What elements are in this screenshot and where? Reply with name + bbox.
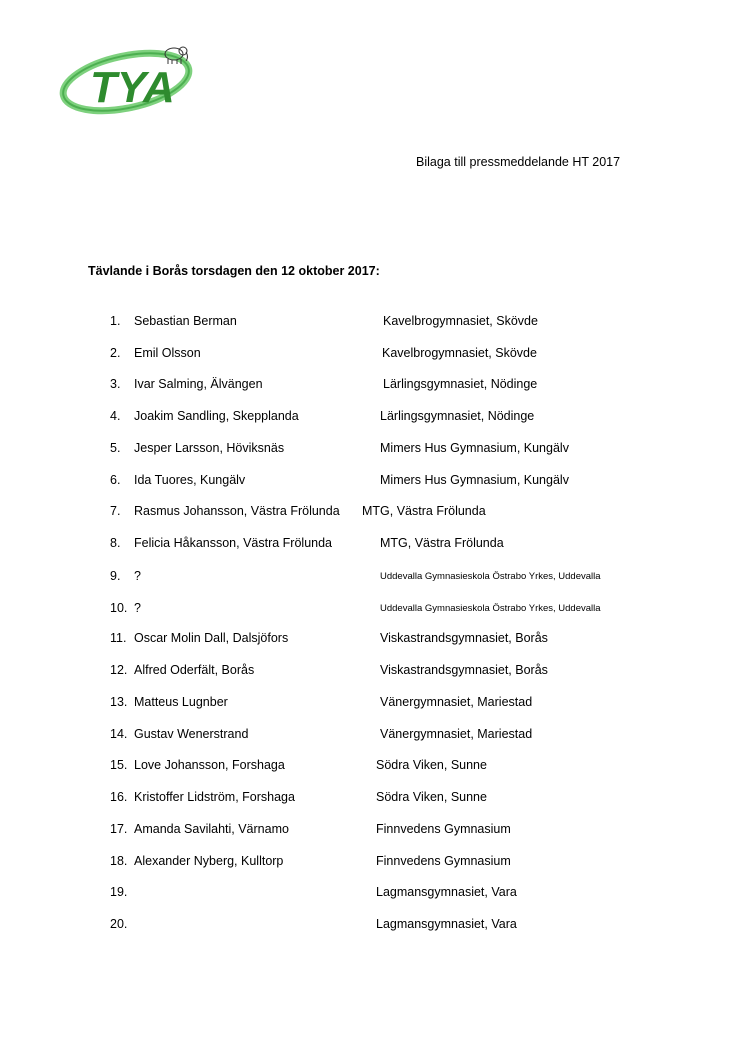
item-number: 7. [110, 504, 121, 518]
participant-school: Lagmansgymnasiet, Vara [376, 885, 517, 899]
item-number: 6. [110, 473, 121, 487]
participant-name: Felicia Håkansson, Västra Frölunda [134, 536, 333, 550]
participant-school: Södra Viken, Sunne [376, 790, 487, 804]
page-heading: Tävlande i Borås torsdagen den 12 oktober 2017: [88, 264, 380, 278]
tya-logo-graphic [56, 40, 201, 120]
participant-name: ? [134, 569, 141, 583]
participant-name: Rasmus Johansson, Västra Frölunda [134, 504, 340, 518]
participant-name: Alexander Nyberg, Kulltorp [134, 854, 284, 868]
list-item [0, 727, 746, 745]
list-item [0, 758, 746, 776]
item-number: 18. [110, 854, 128, 868]
item-number: 10. [110, 601, 128, 615]
item-number: 8. [110, 536, 121, 550]
participant-name: Joakim Sandling, Skepplanda [134, 409, 299, 423]
participant-school: Uddevalla Gymnasieskola Östrabo Yrkes, Uddevalla [380, 603, 601, 614]
list-item [0, 377, 746, 395]
participant-name: Amanda Savilahti, Värnamo [134, 822, 289, 836]
item-number: 1. [110, 314, 121, 328]
participant-school: Kavelbrogymnasiet, Skövde [382, 346, 537, 360]
list-item [0, 473, 746, 491]
item-number: 9. [110, 569, 121, 583]
item-number: 5. [110, 441, 121, 455]
participant-school: Lagmansgymnasiet, Vara [376, 917, 517, 931]
item-number: 12. [110, 663, 128, 677]
participant-school: Vänergymnasiet, Mariestad [380, 695, 533, 709]
participant-name: Emil Olsson [134, 346, 201, 360]
item-number: 13. [110, 695, 128, 709]
participant-name: Alfred Oderfält, Borås [134, 663, 255, 677]
participant-school: Lärlingsgymnasiet, Nödinge [383, 377, 538, 391]
participant-school: Vänergymnasiet, Mariestad [380, 727, 533, 741]
list-item [0, 822, 746, 840]
participant-name: Kristoffer Lidström, Forshaga [134, 790, 295, 804]
participant-school: Mimers Hus Gymnasium, Kungälv [380, 473, 569, 487]
logo-text: TYA [90, 63, 175, 112]
document-subtitle: Bilaga till pressmeddelande HT 2017 [416, 155, 621, 169]
list-item [0, 504, 746, 522]
list-item [0, 569, 746, 587]
participant-name: Sebastian Berman [134, 314, 237, 328]
participant-school: Mimers Hus Gymnasium, Kungälv [380, 441, 569, 455]
participant-school: Uddevalla Gymnasieskola Östrabo Yrkes, Uddevalla [380, 571, 601, 582]
participant-name: Oscar Molin Dall, Dalsjöfors [134, 631, 289, 645]
participant-name: Gustav Wenerstrand [134, 727, 249, 741]
participant-name: Jesper Larsson, Höviksnäs [134, 441, 285, 455]
participant-school: Viskastrandsgymnasiet, Borås [380, 663, 548, 677]
list-item [0, 601, 746, 619]
item-number: 11. [110, 631, 127, 645]
list-item [0, 790, 746, 808]
participant-school: Viskastrandsgymnasiet, Borås [380, 631, 548, 645]
participant-school: Kavelbrogymnasiet, Skövde [383, 314, 538, 328]
participant-name: Ivar Salming, Älvängen [134, 377, 263, 391]
item-number: 3. [110, 377, 121, 391]
list-item [0, 695, 746, 713]
participant-school: MTG, Västra Frölunda [362, 504, 486, 518]
participant-school: Södra Viken, Sunne [376, 758, 487, 772]
list-item [0, 917, 746, 935]
item-number: 19. [110, 885, 128, 899]
list-item [0, 663, 746, 681]
participant-name: Ida Tuores, Kungälv [134, 473, 246, 487]
list-item [0, 346, 746, 364]
participant-school: Finnvedens Gymnasium [376, 854, 511, 868]
item-number: 15. [110, 758, 128, 772]
list-item [0, 441, 746, 459]
participant-school: Finnvedens Gymnasium [376, 822, 511, 836]
list-item [0, 409, 746, 427]
list-item [0, 536, 746, 554]
participant-name: Matteus Lugnber [134, 695, 228, 709]
tya-logo [56, 40, 201, 120]
item-number: 2. [110, 346, 121, 360]
participant-school: Lärlingsgymnasiet, Nödinge [380, 409, 535, 423]
list-item [0, 314, 746, 332]
item-number: 16. [110, 790, 128, 804]
item-number: 14. [110, 727, 128, 741]
participant-name: ? [134, 601, 141, 615]
participant-school: MTG, Västra Frölunda [380, 536, 504, 550]
list-item [0, 631, 746, 649]
list-item [0, 854, 746, 872]
item-number: 20. [110, 917, 128, 931]
list-item [0, 885, 746, 903]
participant-name: Love Johansson, Forshaga [134, 758, 285, 772]
item-number: 4. [110, 409, 121, 423]
item-number: 17. [110, 822, 128, 836]
